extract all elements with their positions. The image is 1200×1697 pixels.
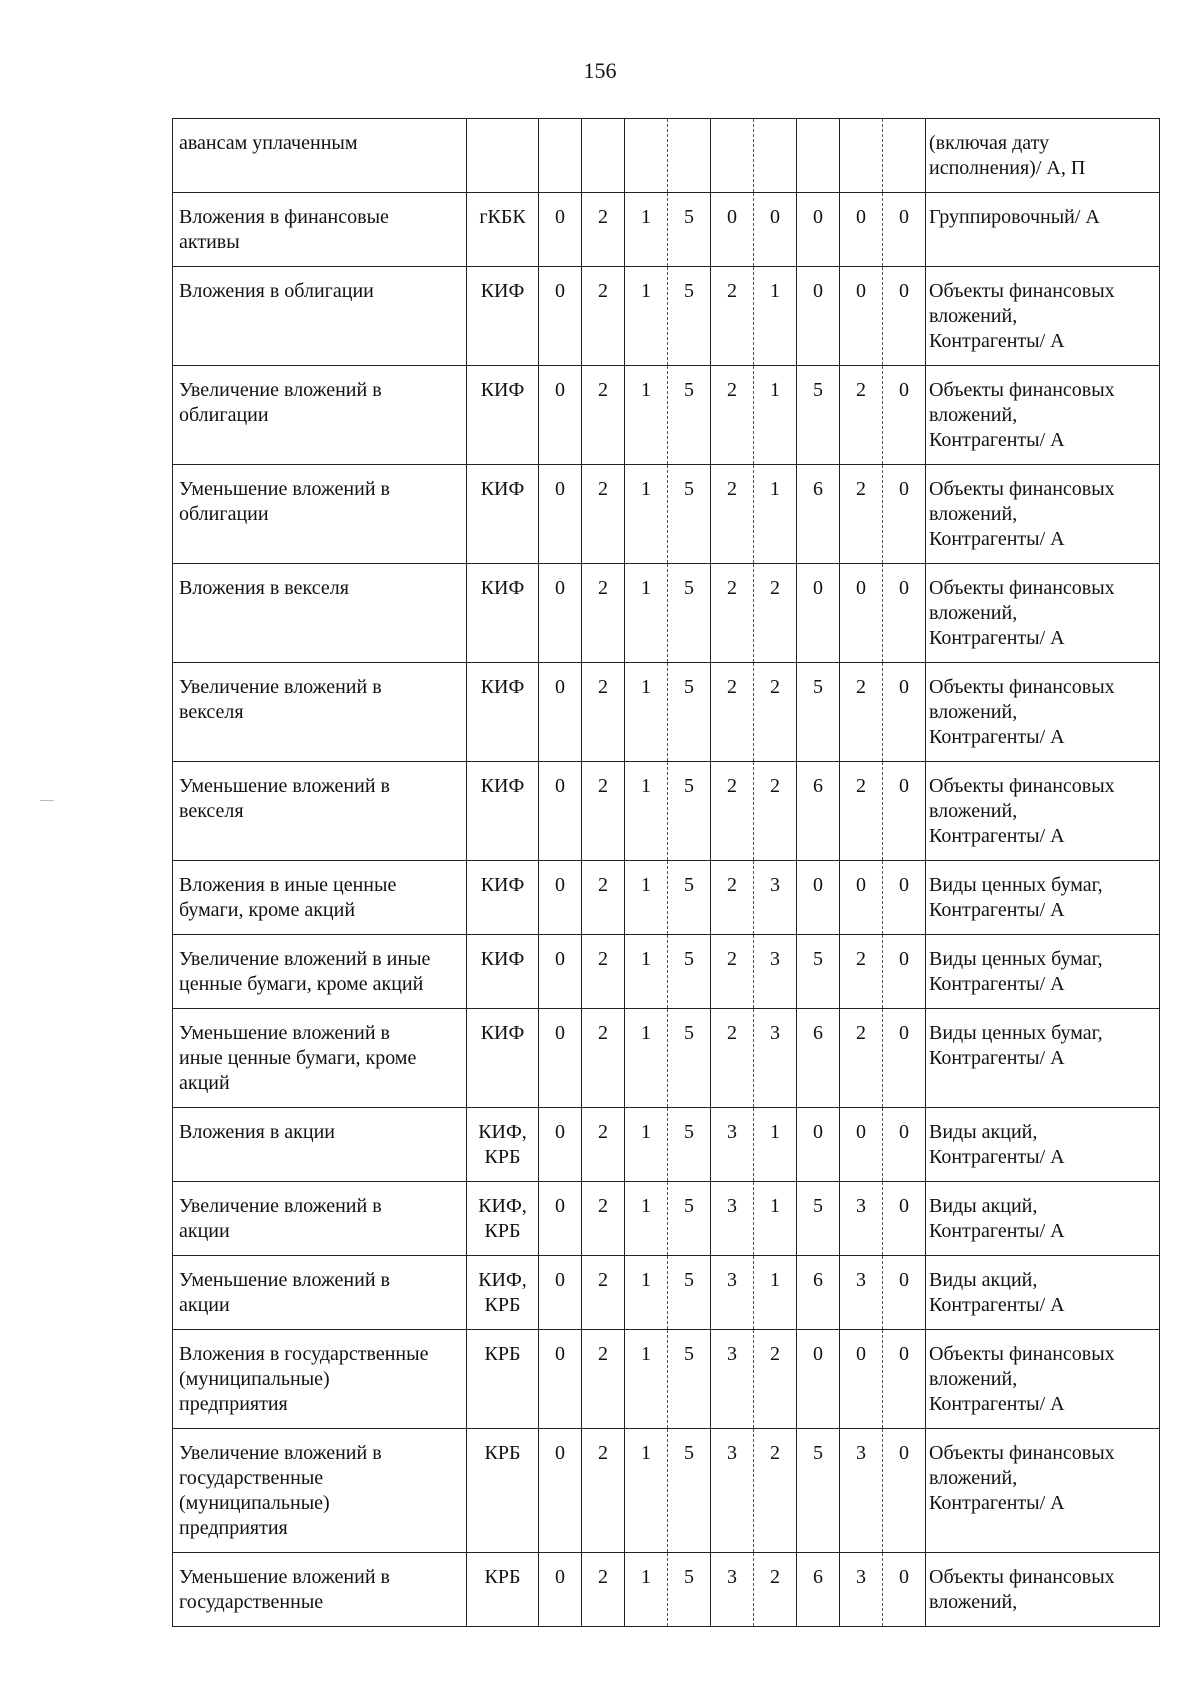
account-name-cell bbox=[173, 366, 467, 465]
analytics-cell bbox=[926, 564, 1160, 663]
account-digit-4: 5 bbox=[668, 663, 711, 762]
account-digit-9: 0 bbox=[883, 267, 926, 366]
account-digit-5: 3 bbox=[711, 1553, 754, 1627]
analytics-text: Объекты финансовых вложений, Контрагенты/ А bbox=[929, 1343, 1115, 1415]
account-digit-1: 0 bbox=[539, 1330, 582, 1429]
account-digit-9: 0 bbox=[883, 193, 926, 267]
account-digit-5 bbox=[711, 119, 754, 193]
account-digit-3: 1 bbox=[625, 1330, 668, 1429]
account-name: Вложения в финансовые активы bbox=[179, 206, 389, 253]
account-digit-8: 3 bbox=[840, 1182, 883, 1256]
account-name: Вложения в акции bbox=[179, 1121, 336, 1143]
account-digit-6: 2 bbox=[754, 1330, 797, 1429]
classification-code: КИФ bbox=[480, 478, 525, 500]
account-name: Увеличение вложений в иные ценные бумаги, кроме акций bbox=[179, 948, 431, 995]
account-digit-9: 0 bbox=[883, 1108, 926, 1182]
account-name: авансам уплаченным bbox=[179, 132, 358, 154]
account-digit-7 bbox=[797, 119, 840, 193]
account-digit-2: 2 bbox=[582, 1256, 625, 1330]
account-digit-6: 2 bbox=[754, 762, 797, 861]
account-digit-7: 5 bbox=[797, 366, 840, 465]
account-digit-2: 2 bbox=[582, 1429, 625, 1553]
classification-code: КИФ bbox=[480, 948, 525, 970]
account-digit-6: 2 bbox=[754, 663, 797, 762]
table-row bbox=[173, 193, 1160, 267]
account-digit-3: 1 bbox=[625, 1256, 668, 1330]
analytics-text: Объекты финансовых вложений, Контрагенты/ А bbox=[929, 478, 1115, 550]
table-body bbox=[173, 119, 1160, 1627]
code-cell bbox=[467, 1009, 539, 1108]
account-digit-4: 5 bbox=[668, 935, 711, 1009]
account-digit-1: 0 bbox=[539, 935, 582, 1009]
code-cell bbox=[467, 663, 539, 762]
account-digit-2: 2 bbox=[582, 1009, 625, 1108]
account-digit-7: 6 bbox=[797, 1553, 840, 1627]
account-digit-5: 2 bbox=[711, 935, 754, 1009]
account-digit-2: 2 bbox=[582, 465, 625, 564]
classification-code: КИФ bbox=[480, 874, 525, 896]
analytics-cell bbox=[926, 1009, 1160, 1108]
account-digit-1: 0 bbox=[539, 1256, 582, 1330]
account-digit-8: 3 bbox=[840, 1256, 883, 1330]
account-digit-3: 1 bbox=[625, 267, 668, 366]
account-name-cell bbox=[173, 1182, 467, 1256]
account-digit-4 bbox=[668, 119, 711, 193]
account-digit-4: 5 bbox=[668, 564, 711, 663]
account-name: Уменьшение вложений в государственные bbox=[179, 1566, 390, 1613]
account-digit-5: 2 bbox=[711, 366, 754, 465]
account-digit-1: 0 bbox=[539, 193, 582, 267]
account-digit-8: 2 bbox=[840, 663, 883, 762]
account-name-cell bbox=[173, 935, 467, 1009]
classification-code: КИФ bbox=[480, 280, 525, 302]
account-digit-7: 5 bbox=[797, 663, 840, 762]
analytics-text: Объекты финансовых вложений, Контрагенты/ А bbox=[929, 280, 1115, 352]
account-digit-3: 1 bbox=[625, 1553, 668, 1627]
code-cell bbox=[467, 193, 539, 267]
account-digit-9: 0 bbox=[883, 935, 926, 1009]
account-digit-7: 5 bbox=[797, 1182, 840, 1256]
table-row bbox=[173, 1108, 1160, 1182]
account-digit-8: 0 bbox=[840, 1108, 883, 1182]
classification-code: КИФ bbox=[480, 676, 525, 698]
account-digit-7: 5 bbox=[797, 1429, 840, 1553]
account-name-cell bbox=[173, 1108, 467, 1182]
account-digit-9: 0 bbox=[883, 762, 926, 861]
account-digit-3: 1 bbox=[625, 465, 668, 564]
code-cell bbox=[467, 564, 539, 663]
analytics-cell bbox=[926, 1553, 1160, 1627]
account-name: Вложения в государственные (муниципальные) предприятия bbox=[179, 1343, 429, 1415]
account-digit-6: 1 bbox=[754, 366, 797, 465]
account-digit-3: 1 bbox=[625, 564, 668, 663]
account-name-cell bbox=[173, 1256, 467, 1330]
account-digit-3 bbox=[625, 119, 668, 193]
classification-code: КИФ bbox=[480, 775, 525, 797]
analytics-text: Группировочный/ А bbox=[929, 206, 1100, 228]
account-digit-4: 5 bbox=[668, 1330, 711, 1429]
account-name-cell bbox=[173, 564, 467, 663]
account-digit-6: 1 bbox=[754, 1256, 797, 1330]
account-digit-4: 5 bbox=[668, 366, 711, 465]
account-digit-1 bbox=[539, 119, 582, 193]
analytics-text: Объекты финансовых вложений, Контрагенты/ А bbox=[929, 775, 1115, 847]
account-digit-8: 3 bbox=[840, 1553, 883, 1627]
account-digit-3: 1 bbox=[625, 1182, 668, 1256]
page-number: 156 bbox=[583, 58, 617, 83]
analytics-cell bbox=[926, 366, 1160, 465]
account-digit-8: 0 bbox=[840, 1330, 883, 1429]
table-row bbox=[173, 1009, 1160, 1108]
account-digit-1: 0 bbox=[539, 663, 582, 762]
account-digit-5: 2 bbox=[711, 564, 754, 663]
account-digit-3: 1 bbox=[625, 663, 668, 762]
classification-code: КИФ bbox=[480, 379, 525, 401]
account-digit-3: 1 bbox=[625, 935, 668, 1009]
account-digit-4: 5 bbox=[668, 1009, 711, 1108]
account-digit-1: 0 bbox=[539, 1108, 582, 1182]
account-digit-9: 0 bbox=[883, 465, 926, 564]
account-digit-8: 2 bbox=[840, 465, 883, 564]
account-digit-7: 0 bbox=[797, 267, 840, 366]
account-name-cell bbox=[173, 1553, 467, 1627]
code-cell bbox=[467, 1553, 539, 1627]
account-digit-2: 2 bbox=[582, 193, 625, 267]
account-name-cell bbox=[173, 1429, 467, 1553]
accounts-table bbox=[172, 118, 1160, 1627]
account-digit-7: 6 bbox=[797, 762, 840, 861]
analytics-cell bbox=[926, 1429, 1160, 1553]
account-digit-9: 0 bbox=[883, 1009, 926, 1108]
account-digit-5: 3 bbox=[711, 1108, 754, 1182]
account-digit-9 bbox=[883, 119, 926, 193]
account-digit-1: 0 bbox=[539, 1182, 582, 1256]
account-name: Уменьшение вложений в векселя bbox=[179, 775, 390, 822]
account-digit-5: 3 bbox=[711, 1256, 754, 1330]
analytics-cell bbox=[926, 1330, 1160, 1429]
account-digit-2: 2 bbox=[582, 267, 625, 366]
code-cell bbox=[467, 861, 539, 935]
analytics-cell bbox=[926, 1182, 1160, 1256]
table-row bbox=[173, 762, 1160, 861]
account-digit-7: 0 bbox=[797, 193, 840, 267]
account-digit-1: 0 bbox=[539, 1553, 582, 1627]
account-name: Уменьшение вложений в облигации bbox=[179, 478, 390, 525]
account-digit-4: 5 bbox=[668, 465, 711, 564]
account-name: Уменьшение вложений в акции bbox=[179, 1269, 390, 1316]
account-name: Увеличение вложений в государственные (муниципальные) предприятия bbox=[179, 1442, 382, 1539]
analytics-text: Объекты финансовых вложений, bbox=[929, 1566, 1115, 1613]
code-cell bbox=[467, 935, 539, 1009]
account-digit-5: 2 bbox=[711, 663, 754, 762]
account-digit-8 bbox=[840, 119, 883, 193]
account-digit-2: 2 bbox=[582, 1553, 625, 1627]
account-digit-4: 5 bbox=[668, 193, 711, 267]
account-name: Уменьшение вложений в иные ценные бумаги, кроме акций bbox=[179, 1022, 417, 1094]
table-row bbox=[173, 663, 1160, 762]
analytics-text: Виды ценных бумаг, Контрагенты/ А bbox=[929, 948, 1103, 995]
account-digit-5: 3 bbox=[711, 1429, 754, 1553]
classification-code: КИФ, КРБ bbox=[478, 1195, 527, 1242]
account-digit-5: 0 bbox=[711, 193, 754, 267]
table-row bbox=[173, 935, 1160, 1009]
account-digit-8: 2 bbox=[840, 1009, 883, 1108]
analytics-text: Объекты финансовых вложений, Контрагенты/ А bbox=[929, 676, 1115, 748]
analytics-text: Виды акций, Контрагенты/ А bbox=[929, 1195, 1065, 1242]
account-digit-1: 0 bbox=[539, 1009, 582, 1108]
account-digit-1: 0 bbox=[539, 267, 582, 366]
account-digit-4: 5 bbox=[668, 1182, 711, 1256]
analytics-cell bbox=[926, 861, 1160, 935]
account-digit-9: 0 bbox=[883, 1553, 926, 1627]
account-digit-6: 1 bbox=[754, 267, 797, 366]
account-digit-2: 2 bbox=[582, 861, 625, 935]
account-digit-9: 0 bbox=[883, 663, 926, 762]
account-name-cell bbox=[173, 465, 467, 564]
account-digit-6: 1 bbox=[754, 465, 797, 564]
code-cell bbox=[467, 366, 539, 465]
table-row bbox=[173, 465, 1160, 564]
account-digit-4: 5 bbox=[668, 1256, 711, 1330]
account-digit-7: 0 bbox=[797, 1330, 840, 1429]
analytics-cell bbox=[926, 1108, 1160, 1182]
account-digit-8: 2 bbox=[840, 935, 883, 1009]
table-row bbox=[173, 1256, 1160, 1330]
table-row bbox=[173, 1429, 1160, 1553]
account-digit-5: 3 bbox=[711, 1330, 754, 1429]
account-digit-9: 0 bbox=[883, 1330, 926, 1429]
account-digit-2: 2 bbox=[582, 935, 625, 1009]
account-digit-3: 1 bbox=[625, 1108, 668, 1182]
account-digit-9: 0 bbox=[883, 366, 926, 465]
code-cell bbox=[467, 1330, 539, 1429]
analytics-text: Объекты финансовых вложений, Контрагенты/ А bbox=[929, 577, 1115, 649]
account-name: Увеличение вложений в акции bbox=[179, 1195, 382, 1242]
account-digit-6: 2 bbox=[754, 564, 797, 663]
account-name-cell bbox=[173, 193, 467, 267]
account-digit-5: 2 bbox=[711, 267, 754, 366]
analytics-text: Виды ценных бумаг, Контрагенты/ А bbox=[929, 1022, 1103, 1069]
account-digit-1: 0 bbox=[539, 1429, 582, 1553]
account-digit-4: 5 bbox=[668, 1108, 711, 1182]
code-cell bbox=[467, 1429, 539, 1553]
account-digit-6 bbox=[754, 119, 797, 193]
classification-code: гКБК bbox=[479, 206, 526, 228]
account-digit-1: 0 bbox=[539, 366, 582, 465]
table-row bbox=[173, 564, 1160, 663]
account-digit-4: 5 bbox=[668, 1553, 711, 1627]
account-digit-8: 3 bbox=[840, 1429, 883, 1553]
code-cell bbox=[467, 119, 539, 193]
account-name-cell bbox=[173, 267, 467, 366]
account-name: Вложения в облигации bbox=[179, 280, 374, 302]
analytics-text: Виды ценных бумаг, Контрагенты/ А bbox=[929, 874, 1103, 921]
table-row bbox=[173, 1330, 1160, 1429]
account-digit-2: 2 bbox=[582, 1330, 625, 1429]
table-row bbox=[173, 1553, 1160, 1627]
account-digit-8: 0 bbox=[840, 564, 883, 663]
account-digit-2: 2 bbox=[582, 1108, 625, 1182]
account-name: Увеличение вложений в облигации bbox=[179, 379, 382, 426]
table-row bbox=[173, 267, 1160, 366]
account-name-cell bbox=[173, 119, 467, 193]
account-digit-2 bbox=[582, 119, 625, 193]
account-digit-8: 0 bbox=[840, 861, 883, 935]
account-digit-2: 2 bbox=[582, 1182, 625, 1256]
account-digit-7: 6 bbox=[797, 465, 840, 564]
classification-code: КРБ bbox=[484, 1343, 521, 1365]
code-cell bbox=[467, 465, 539, 564]
account-digit-9: 0 bbox=[883, 861, 926, 935]
account-digit-6: 0 bbox=[754, 193, 797, 267]
analytics-cell bbox=[926, 119, 1160, 193]
classification-code: КИФ bbox=[480, 1022, 525, 1044]
classification-code: КРБ bbox=[484, 1442, 521, 1464]
table-row bbox=[173, 366, 1160, 465]
account-digit-1: 0 bbox=[539, 465, 582, 564]
account-digit-5: 3 bbox=[711, 1182, 754, 1256]
account-digit-6: 1 bbox=[754, 1108, 797, 1182]
account-digit-8: 2 bbox=[840, 762, 883, 861]
analytics-text: Объекты финансовых вложений, Контрагенты/ А bbox=[929, 1442, 1115, 1514]
account-digit-2: 2 bbox=[582, 762, 625, 861]
account-digit-5: 2 bbox=[711, 762, 754, 861]
account-digit-1: 0 bbox=[539, 762, 582, 861]
analytics-cell bbox=[926, 193, 1160, 267]
account-digit-3: 1 bbox=[625, 861, 668, 935]
analytics-text: Виды акций, Контрагенты/ А bbox=[929, 1269, 1065, 1316]
account-digit-7: 0 bbox=[797, 861, 840, 935]
account-digit-3: 1 bbox=[625, 193, 668, 267]
code-cell bbox=[467, 267, 539, 366]
account-digit-4: 5 bbox=[668, 1429, 711, 1553]
account-name-cell bbox=[173, 663, 467, 762]
account-digit-3: 1 bbox=[625, 1009, 668, 1108]
account-digit-8: 0 bbox=[840, 193, 883, 267]
analytics-text: (включая дату исполнения)/ А, П bbox=[929, 132, 1086, 179]
classification-code: КИФ bbox=[480, 577, 525, 599]
account-digit-3: 1 bbox=[625, 366, 668, 465]
account-digit-9: 0 bbox=[883, 1256, 926, 1330]
account-digit-3: 1 bbox=[625, 762, 668, 861]
account-digit-3: 1 bbox=[625, 1429, 668, 1553]
account-digit-6: 3 bbox=[754, 861, 797, 935]
table-row bbox=[173, 1182, 1160, 1256]
account-digit-4: 5 bbox=[668, 861, 711, 935]
account-digit-8: 0 bbox=[840, 267, 883, 366]
analytics-text: Виды акций, Контрагенты/ А bbox=[929, 1121, 1065, 1168]
account-name: Вложения в иные ценные бумаги, кроме акций bbox=[179, 874, 397, 921]
account-digit-2: 2 bbox=[582, 564, 625, 663]
scan-mark bbox=[40, 800, 54, 801]
code-cell bbox=[467, 762, 539, 861]
account-digit-7: 5 bbox=[797, 935, 840, 1009]
analytics-cell bbox=[926, 465, 1160, 564]
account-digit-5: 2 bbox=[711, 1009, 754, 1108]
account-name: Увеличение вложений в векселя bbox=[179, 676, 382, 723]
code-cell bbox=[467, 1108, 539, 1182]
account-name-cell bbox=[173, 1009, 467, 1108]
account-digit-6: 1 bbox=[754, 1182, 797, 1256]
code-cell bbox=[467, 1256, 539, 1330]
account-digit-1: 0 bbox=[539, 861, 582, 935]
analytics-cell bbox=[926, 267, 1160, 366]
table-row bbox=[173, 861, 1160, 935]
account-name-cell bbox=[173, 861, 467, 935]
account-digit-4: 5 bbox=[668, 267, 711, 366]
account-digit-6: 3 bbox=[754, 935, 797, 1009]
analytics-text: Объекты финансовых вложений, Контрагенты/ А bbox=[929, 379, 1115, 451]
account-digit-4: 5 bbox=[668, 762, 711, 861]
account-digit-5: 2 bbox=[711, 861, 754, 935]
account-digit-7: 0 bbox=[797, 564, 840, 663]
code-cell bbox=[467, 1182, 539, 1256]
account-digit-7: 0 bbox=[797, 1108, 840, 1182]
account-digit-6: 2 bbox=[754, 1553, 797, 1627]
account-digit-6: 2 bbox=[754, 1429, 797, 1553]
account-digit-7: 6 bbox=[797, 1009, 840, 1108]
analytics-cell bbox=[926, 1256, 1160, 1330]
account-digit-9: 0 bbox=[883, 1182, 926, 1256]
classification-code: КРБ bbox=[484, 1566, 521, 1588]
account-digit-6: 3 bbox=[754, 1009, 797, 1108]
account-digit-5: 2 bbox=[711, 465, 754, 564]
table-row bbox=[173, 119, 1160, 193]
account-name-cell bbox=[173, 1330, 467, 1429]
account-digit-7: 6 bbox=[797, 1256, 840, 1330]
classification-code: КИФ, КРБ bbox=[478, 1269, 527, 1316]
classification-code: КИФ, КРБ bbox=[478, 1121, 527, 1168]
account-digit-8: 2 bbox=[840, 366, 883, 465]
account-name-cell bbox=[173, 762, 467, 861]
analytics-cell bbox=[926, 935, 1160, 1009]
account-digit-9: 0 bbox=[883, 1429, 926, 1553]
analytics-cell bbox=[926, 663, 1160, 762]
account-name: Вложения в векселя bbox=[179, 577, 349, 599]
account-digit-1: 0 bbox=[539, 564, 582, 663]
account-digit-2: 2 bbox=[582, 663, 625, 762]
analytics-cell bbox=[926, 762, 1160, 861]
account-digit-9: 0 bbox=[883, 564, 926, 663]
account-digit-2: 2 bbox=[582, 366, 625, 465]
